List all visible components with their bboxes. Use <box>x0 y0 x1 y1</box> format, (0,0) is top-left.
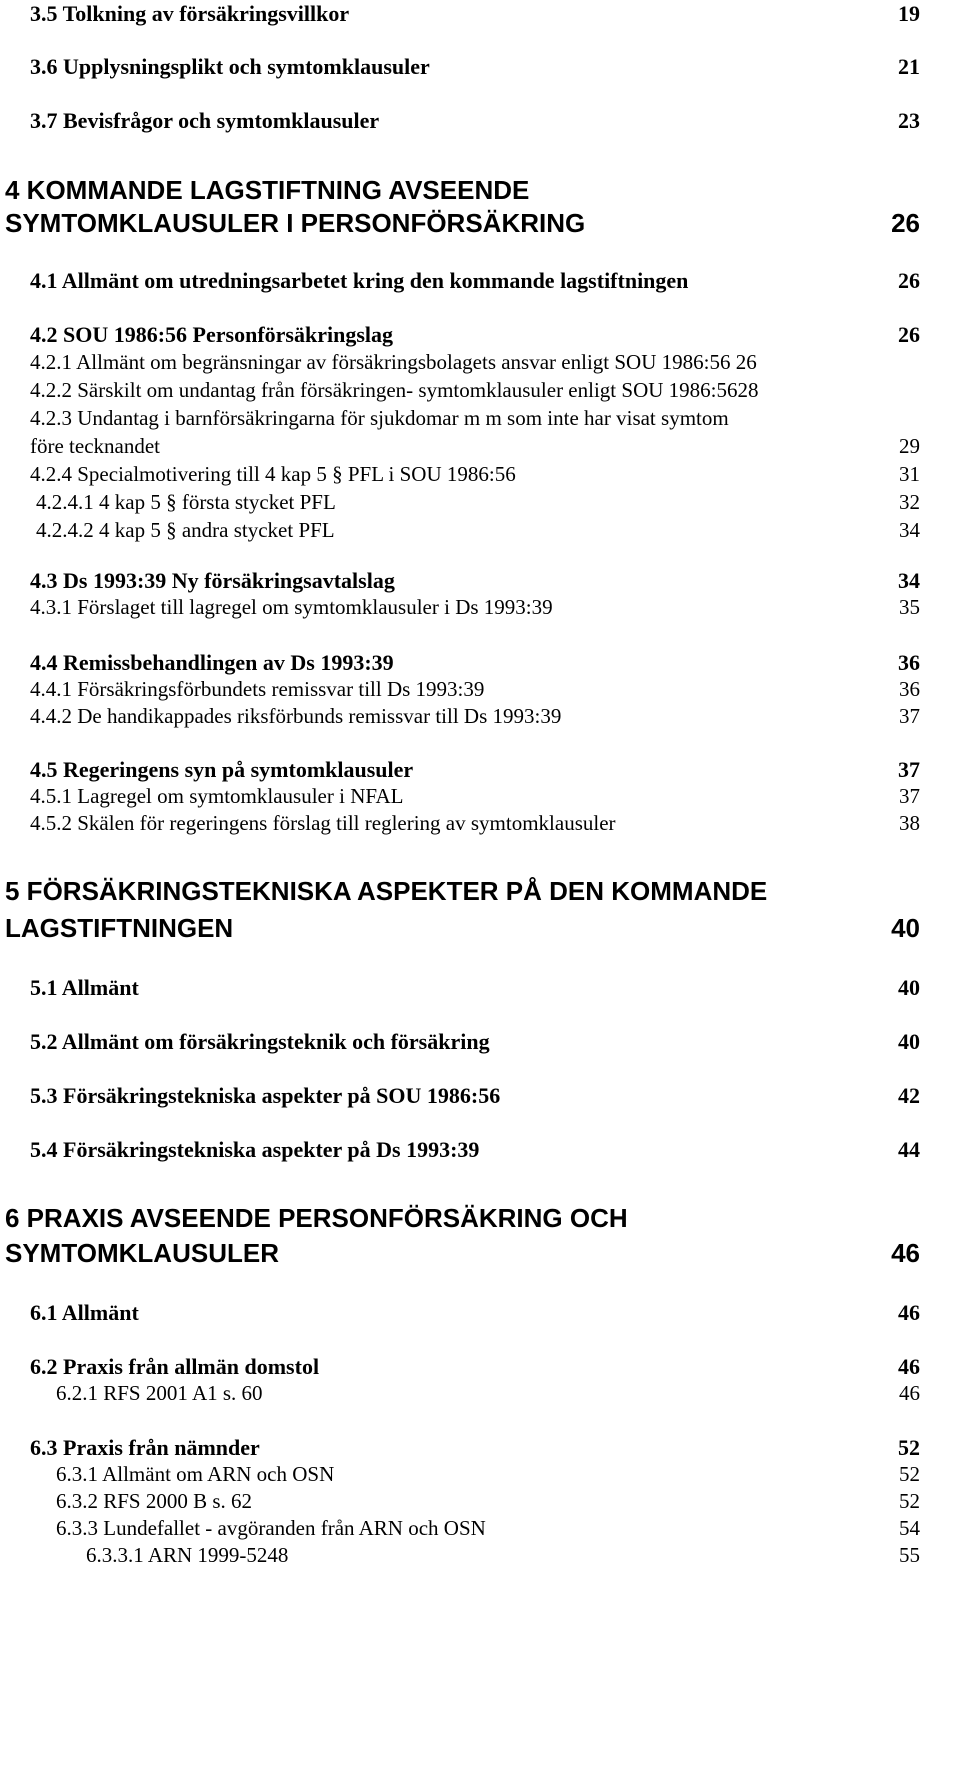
toc-subentry-page: 29 <box>899 434 920 458</box>
toc-subsubentry-page: 34 <box>899 518 920 542</box>
toc-chapter-title-cont[interactable]: SYMTOMKLAUSULER I PERSONFÖRSÄKRING <box>5 208 586 238</box>
toc-subsubentry-title[interactable]: 4.2.4.2 4 kap 5 § andra stycket PFL <box>36 518 335 542</box>
toc-entry-page: 19 <box>898 1 920 26</box>
toc-entry-title[interactable]: 6.1 Allmänt <box>30 1300 139 1325</box>
toc-entry-title[interactable]: 5.2 Allmänt om försäkringsteknik och försäkring <box>30 1029 490 1054</box>
toc-entry-page: 44 <box>898 1137 920 1162</box>
toc-entry-page: 37 <box>898 757 920 782</box>
toc-entry-page: 23 <box>898 108 920 133</box>
toc-entry-page: 46 <box>898 1300 920 1325</box>
toc-subentry-title[interactable]: 6.3.1 Allmänt om ARN och OSN <box>56 1462 335 1486</box>
toc-entry-page: 34 <box>898 568 920 593</box>
toc-subsubentry-title[interactable]: 4.2.4.1 4 kap 5 § första stycket PFL <box>36 490 336 514</box>
toc-entry-page: 21 <box>898 54 920 79</box>
toc-subentry-page: 37 <box>899 704 920 728</box>
toc-subentry-title[interactable]: 6.3.2 RFS 2000 B s. 62 <box>56 1489 253 1513</box>
toc-subsubentry-title[interactable]: 6.3.3.1 ARN 1999-5248 <box>86 1543 289 1567</box>
toc-chapter-page: 26 <box>891 208 920 238</box>
toc-subentry-title[interactable]: 4.4.2 De handikappades riksförbunds remissvar till Ds 1993:39 <box>30 704 562 728</box>
toc-entry-title[interactable]: 6.2 Praxis från allmän domstol <box>30 1354 320 1379</box>
toc-subentry-title[interactable]: 4.2.3 Undantag i barnförsäkringarna för sjukdomar m m som inte har visat symtom <box>30 406 729 430</box>
toc-entry-page: 52 <box>898 1435 920 1460</box>
toc-subentry-page: 35 <box>899 595 920 619</box>
toc-subentry-title[interactable]: 4.2.1 Allmänt om begränsningar av försäkringsbolagets ansvar enligt SOU 1986:56 26 <box>30 350 757 374</box>
toc-subentry-title[interactable]: 6.2.1 RFS 2001 A1 s. 60 <box>56 1381 263 1405</box>
toc-entry-title[interactable]: 4.2 SOU 1986:56 Personförsäkringslag <box>30 322 393 347</box>
toc-subentry-page: 31 <box>899 462 920 486</box>
toc-subentry-page: 36 <box>899 677 920 701</box>
toc-entry-page: 26 <box>898 268 920 293</box>
toc-subentry-title[interactable]: 4.4.1 Försäkringsförbundets remissvar till Ds 1993:39 <box>30 677 485 701</box>
toc-subentry-page: 52 <box>899 1462 920 1486</box>
toc-entry-title[interactable]: 6.3 Praxis från nämnder <box>30 1435 260 1460</box>
toc-entry-title[interactable]: 3.6 Upplysningsplikt och symtomklausuler <box>30 54 430 79</box>
toc-subsubentry-page: 32 <box>899 490 920 514</box>
toc-entry-title[interactable]: 4.5 Regeringens syn på symtomklausuler <box>30 757 414 782</box>
toc-subentry-title-cont[interactable]: före tecknandet <box>30 434 161 458</box>
toc-entry-title[interactable]: 4.1 Allmänt om utredningsarbetet kring den kommande lagstiftningen <box>30 268 689 293</box>
toc-subentry-page: 38 <box>899 811 920 835</box>
toc-chapter-title[interactable]: 4 KOMMANDE LAGSTIFTNING AVSEENDE <box>5 175 530 205</box>
toc-subentry-page: 46 <box>899 1381 920 1405</box>
toc-entry-title[interactable]: 5.3 Försäkringstekniska aspekter på SOU 1986:56 <box>30 1083 501 1108</box>
toc-entry-page: 40 <box>898 1029 920 1054</box>
toc-chapter-title[interactable]: 6 PRAXIS AVSEENDE PERSONFÖRSÄKRING OCH <box>5 1203 628 1233</box>
toc-entry-page: 36 <box>898 650 920 675</box>
toc-chapter-title[interactable]: 5 FÖRSÄKRINGSTEKNISKA ASPEKTER PÅ DEN KOMMANDE <box>5 876 768 906</box>
toc-subentry-page: 54 <box>899 1516 920 1540</box>
toc-subentry-title[interactable]: 4.5.2 Skälen för regeringens förslag till reglering av symtomklausuler <box>30 811 616 835</box>
toc-subentry-title[interactable]: 4.3.1 Förslaget till lagregel om symtomklausuler i Ds 1993:39 <box>30 595 553 619</box>
toc-chapter-page: 46 <box>891 1238 920 1268</box>
toc-subentry-page: 37 <box>899 784 920 808</box>
toc-subsubentry-page: 55 <box>899 1543 920 1567</box>
toc-entry-title[interactable]: 3.5 Tolkning av försäkringsvillkor <box>30 1 350 26</box>
toc-subentry-title[interactable]: 4.2.4 Specialmotivering till 4 kap 5 § PFL i SOU 1986:56 <box>30 462 516 486</box>
toc-subentry-page: 52 <box>899 1489 920 1513</box>
toc-subentry-title[interactable]: 4.5.1 Lagregel om symtomklausuler i NFAL <box>30 784 404 808</box>
toc-subentry-title[interactable]: 4.2.2 Särskilt om undantag från försäkringen- symtomklausuler enligt SOU 1986:5628 <box>30 378 759 402</box>
toc-entry-title[interactable]: 4.4 Remissbehandlingen av Ds 1993:39 <box>30 650 394 675</box>
toc-entry-page: 26 <box>898 322 920 347</box>
toc-entry-title[interactable]: 5.4 Försäkringstekniska aspekter på Ds 1993:39 <box>30 1137 480 1162</box>
toc-entry-title[interactable]: 4.3 Ds 1993:39 Ny försäkringsavtalslag <box>30 568 395 593</box>
toc-entry-page: 46 <box>898 1354 920 1379</box>
toc-entry-page: 42 <box>898 1083 920 1108</box>
toc-chapter-page: 40 <box>891 913 920 943</box>
toc-chapter-title-cont[interactable]: LAGSTIFTNINGEN <box>5 913 234 943</box>
toc-entry-page: 40 <box>898 975 920 1000</box>
toc-entry-title[interactable]: 5.1 Allmänt <box>30 975 139 1000</box>
toc-entry-title[interactable]: 3.7 Bevisfrågor och symtomklausuler <box>30 108 380 133</box>
toc-subentry-title[interactable]: 6.3.3 Lundefallet - avgöranden från ARN och OSN <box>56 1516 486 1540</box>
toc-chapter-title-cont[interactable]: SYMTOMKLAUSULER <box>5 1238 279 1268</box>
